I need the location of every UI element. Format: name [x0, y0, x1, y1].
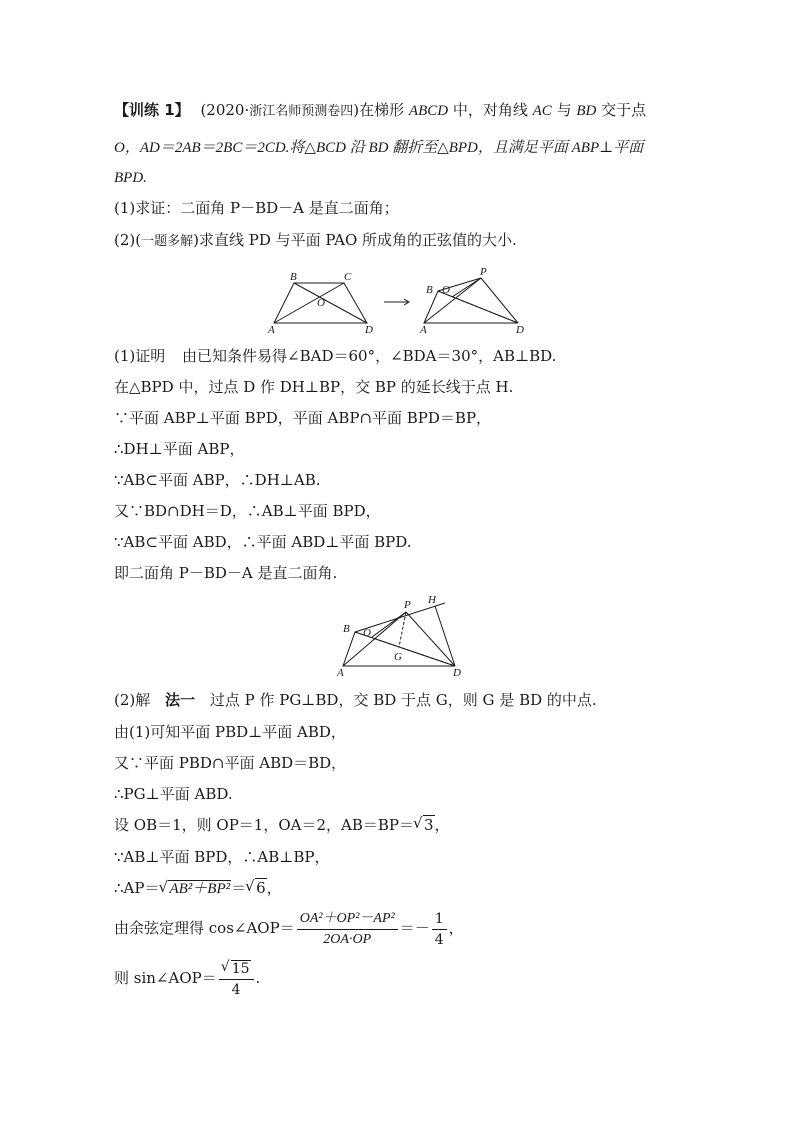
- figure-1: [262, 266, 538, 336]
- cos-fraction-numerator: OA²＋OP²－AP²: [297, 911, 398, 930]
- fig2-label-h: H: [428, 594, 436, 606]
- fig1-label-d2: D: [516, 324, 524, 336]
- source-close: ): [353, 101, 360, 119]
- sqrt-6: [246, 878, 267, 898]
- solution-1-head: (1)证明: [114, 347, 166, 365]
- solution-1-line-8: 即二面角 P－BD－A 是直二面角.: [114, 564, 338, 582]
- solution-2-line-9: [114, 958, 260, 998]
- solution-2-line-4: ∴PG⊥平面 ABD.: [114, 785, 233, 803]
- solution-2-l8-b: ＝－: [399, 919, 430, 937]
- solution-2-l8-c: ，: [448, 919, 464, 937]
- problem-text-d: 交于点: [596, 101, 647, 119]
- solution-2-line-2: 由(1)可知平面 PBD⊥平面 ABD，: [114, 723, 346, 741]
- fig2-label-d: D: [453, 667, 461, 679]
- fig2-label-p: P: [404, 599, 411, 611]
- problem-text-a: 在梯形: [359, 101, 409, 119]
- solution-1-line-2: 在△BPD 中，过点 D 作 DH⊥BP，交 BP 的延长线于点 H.: [114, 378, 514, 396]
- solution-1-line-7: ∵AB⊂平面 ABD，∴平面 ABD⊥平面 BPD.: [114, 533, 412, 551]
- fig1-label-o: O: [317, 297, 325, 309]
- fig1-label-d: D: [365, 324, 373, 336]
- sin-fraction-denominator: 4: [231, 981, 241, 998]
- solution-1-line-4: ∴DH⊥平面 ABP，: [114, 440, 245, 458]
- solution-2-head: (2)解: [114, 691, 151, 709]
- solution-2-text: 过点 P 作 PG⊥BD，交 BD 于点 G，则 G 是 BD 的中点.: [209, 691, 597, 709]
- fig1-label-a2: A: [420, 324, 427, 336]
- solution-2-line-7: [114, 878, 282, 899]
- fig2-label-a: A: [337, 667, 344, 679]
- sin-fraction-numerator: [219, 961, 254, 980]
- solution-2-line-6: ∵AB⊥平面 BPD，∴AB⊥BP，: [114, 848, 330, 866]
- solution-1-line-1: [114, 346, 556, 366]
- solution-2-line-3: 又∵平面 PBD∩平面 ABD＝BD，: [114, 754, 347, 772]
- fig1-label-a: A: [268, 324, 275, 336]
- solution-2-l7-c: ，: [266, 879, 282, 897]
- solution-2-line-1: [114, 690, 597, 710]
- sqrt-3-radicand: 3: [423, 816, 434, 834]
- source-open: (2020·: [200, 101, 250, 119]
- edge-po: [452, 278, 481, 297]
- solution-1-line-3: ∵平面 ABP⊥平面 BPD，平面 ABP∩平面 BPD＝BP，: [114, 409, 492, 427]
- sqrt-3: [414, 815, 435, 835]
- fig1-label-p: P: [480, 266, 487, 278]
- solution-2-l9-b: .: [255, 969, 261, 987]
- solution-1-text: 由已知条件易得∠BAD＝60°，∠BDA＝30°，AB⊥BD.: [182, 347, 557, 365]
- problem-ac: AC: [532, 103, 552, 119]
- solution-1-line-6: 又∵BD∩DH＝D，∴AB⊥平面 BPD，: [114, 502, 381, 520]
- source-name: 浙江名师预测卷四: [249, 104, 354, 119]
- fig2-label-o: O: [363, 627, 371, 639]
- quarter-fraction: [432, 911, 447, 948]
- solution-2-line-8: [114, 908, 464, 948]
- fig1-label-b: B: [290, 271, 297, 283]
- question-2: [114, 230, 517, 252]
- sqrt-ab-bp: [159, 879, 231, 899]
- solution-2-l5-a: 设 OB＝1，则 OP＝1，OA＝2，AB＝BP＝: [114, 816, 414, 834]
- sin-fraction: [219, 961, 254, 998]
- sqrt-6-radicand: 6: [256, 879, 266, 897]
- solution-2-l7-a: ∴AP＝: [114, 879, 160, 897]
- quarter-numerator: 1: [432, 911, 447, 930]
- figure-2: [333, 592, 463, 682]
- problem-line-1: [114, 100, 646, 122]
- problem-line-2: O，AD＝2AB＝2BC＝2CD.将△BCD 沿 BD 翻折至△BPD，且满足平面 ABP⊥平面: [114, 140, 644, 156]
- edge-pd: [481, 278, 518, 323]
- fig1-label-c: C: [344, 271, 352, 283]
- solution-2-l5-b: ，: [434, 816, 450, 834]
- sqrt-ab-bp-radicand: AB²＋BP²: [169, 881, 231, 897]
- fig1-label-b2: B: [426, 284, 433, 296]
- fig2-label-g: G: [394, 651, 402, 663]
- fig2-label-b: B: [343, 623, 350, 635]
- problem-text-b: 中，对角线: [448, 101, 533, 119]
- question-2-rest: )求直线 PD 与平面 PAO 所成角的正弦值的大小.: [193, 231, 517, 249]
- solution-2-line-5: [114, 815, 450, 835]
- question-2-prefix: (2)(: [114, 231, 142, 249]
- problem-line-3: BPD.: [114, 170, 147, 186]
- cos-fraction: [297, 911, 398, 948]
- exercise-label: 【训练 1】: [114, 101, 190, 119]
- solution-2-method: 法一: [165, 691, 196, 709]
- quarter-denominator: 4: [434, 931, 444, 948]
- question-1: (1)求证：二面角 P－BD－A 是直二面角；: [114, 199, 399, 217]
- question-2-tag: 一题多解: [141, 234, 194, 249]
- fig1-label-o2: O: [442, 284, 450, 296]
- problem-abcd: ABCD: [408, 103, 449, 119]
- problem-bd: BD: [576, 103, 597, 119]
- folded-triangle-abd: [424, 291, 518, 323]
- solution-1-line-5: ∵AB⊂平面 ABP，∴DH⊥AB.: [114, 471, 321, 489]
- solution-2-l9-a: 则 sin∠AOP＝: [114, 969, 217, 987]
- solution-2-l8-a: 由余弦定理得 cos∠AOP＝: [114, 919, 295, 937]
- sqrt-15: [222, 961, 251, 977]
- problem-text-c: 与: [551, 101, 577, 119]
- solution-2-l7-b: ＝: [231, 879, 247, 897]
- cos-fraction-denominator: 2OA·OP: [323, 931, 372, 947]
- sqrt-15-radicand: 15: [231, 960, 250, 977]
- line-dh: [435, 606, 455, 666]
